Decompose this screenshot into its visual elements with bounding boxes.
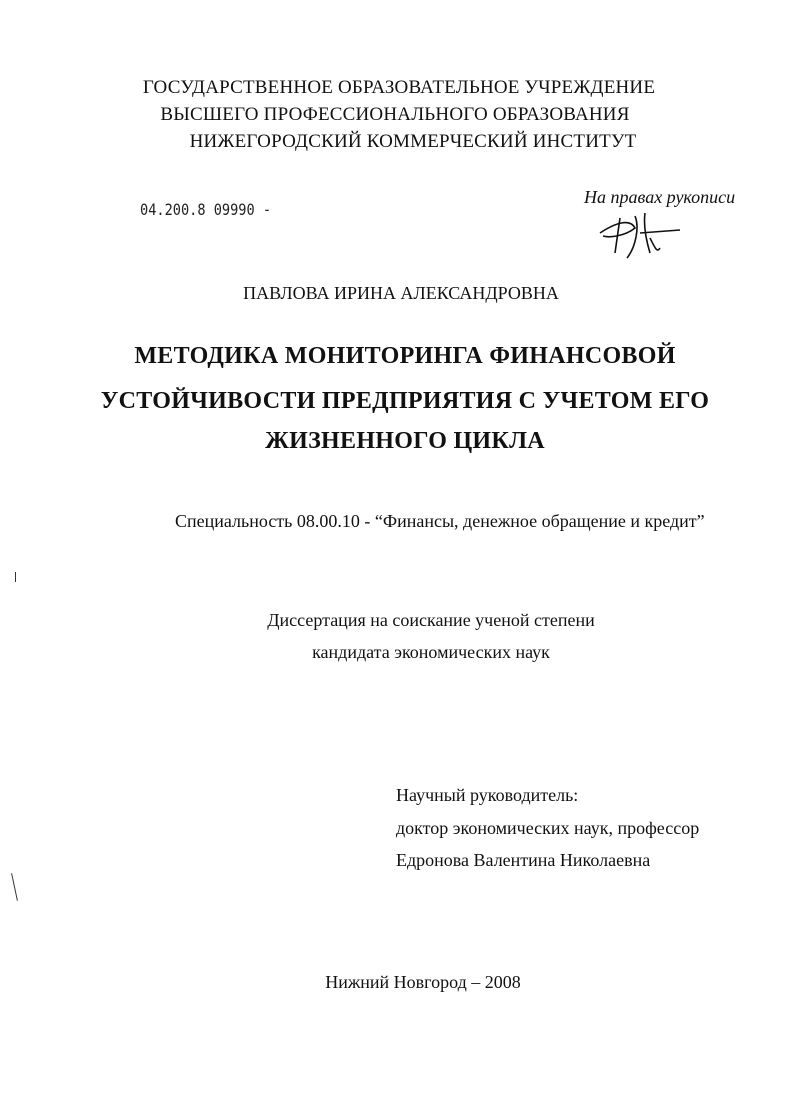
signature — [595, 208, 685, 263]
title-line-3: ЖИЗНЕННОГО ЦИКЛА — [265, 428, 545, 454]
dissertation-line-2: кандидата экономических наук — [312, 642, 550, 662]
institution-line-2: ВЫСШЕГО ПРОФЕССИОНАЛЬНОГО ОБРАЗОВАНИЯ — [160, 104, 630, 125]
registration-stamp: 04.200.8 09990 - — [140, 200, 272, 219]
supervisor-name: Едронова Валентина Николаевна — [396, 850, 651, 870]
scan-artifact — [15, 572, 16, 582]
author-name: ПАВЛОВА ИРИНА АЛЕКСАНДРОВНА — [243, 283, 559, 303]
supervisor-label: Научный руководитель: — [396, 785, 579, 805]
scan-artifact — [11, 873, 18, 901]
institution-line-3: НИЖЕГОРОДСКИЙ КОММЕРЧЕСКИЙ ИНСТИТУТ — [189, 131, 637, 152]
rights-note: На правах рукописи — [584, 187, 736, 207]
specialty: Специальность 08.00.10 - “Финансы, денежное обращение и кредит” — [175, 511, 705, 531]
dissertation-line-1: Диссертация на соискание ученой степени — [267, 610, 595, 630]
title-line-2: УСТОЙЧИВОСТИ ПРЕДПРИЯТИЯ С УЧЕТОМ ЕГО — [100, 388, 710, 414]
city-year: Нижний Новгород – 2008 — [325, 972, 521, 992]
supervisor-degree: доктор экономических наук, профессор — [396, 818, 700, 838]
title-line-1: МЕТОДИКА МОНИТОРИНГА ФИНАНСОВОЙ — [134, 343, 676, 369]
institution-line-1: ГОСУДАРСТВЕННОЕ ОБРАЗОВАТЕЛЬНОЕ УЧРЕЖДЕНИЕ — [142, 77, 656, 98]
